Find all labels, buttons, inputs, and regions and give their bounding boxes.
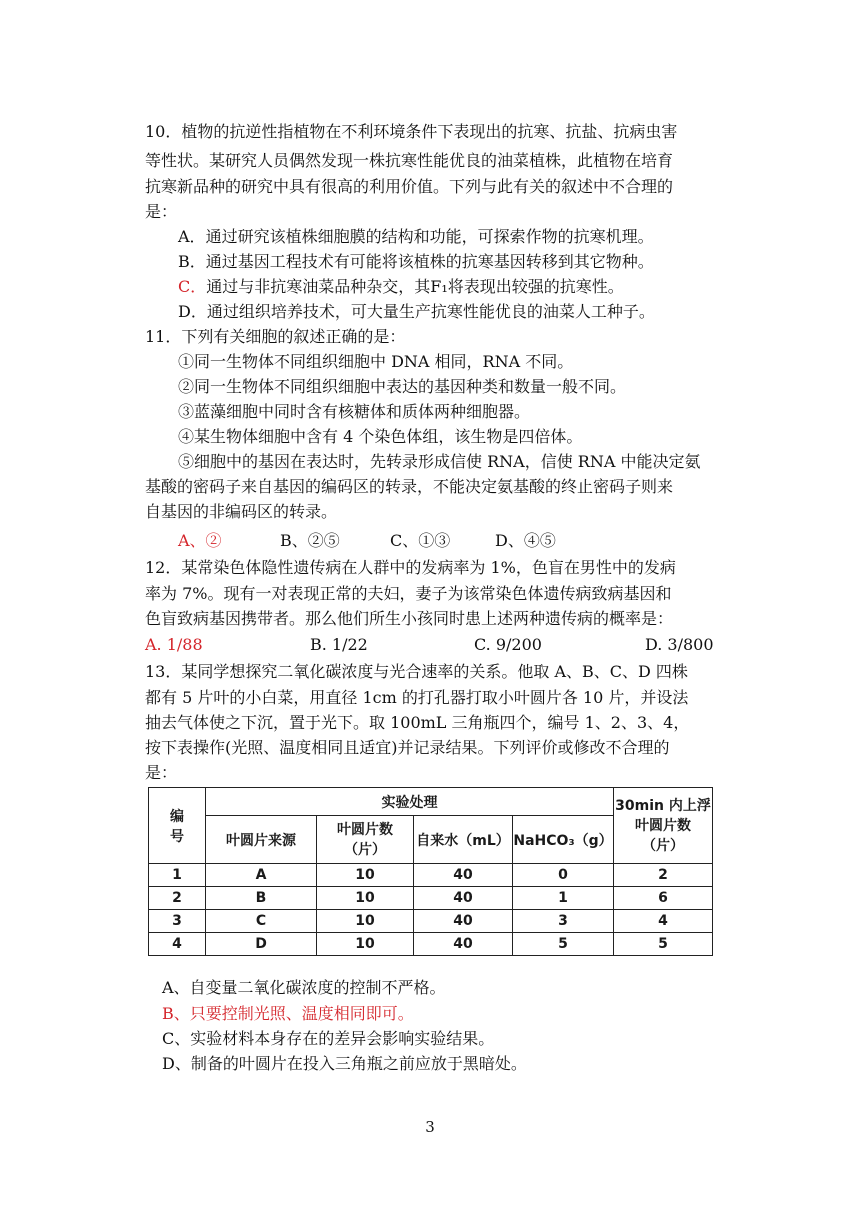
- q10-option-b: [178, 249, 654, 274]
- table-cell: 10: [317, 933, 414, 956]
- q11-choice-d: D、④⑤: [495, 531, 556, 550]
- q13-option-a: A、自变量二氧化碳浓度的控制不严格。: [162, 978, 446, 997]
- q11-stem: 11．下列有关细胞的叙述正确的是：: [145, 327, 406, 346]
- table-cell: 0: [513, 864, 614, 887]
- q11-choice-c: C、①③: [390, 531, 451, 550]
- header-number-line: 号: [170, 828, 184, 845]
- table-cell: 4: [614, 910, 713, 933]
- q10-option-d: [178, 299, 655, 324]
- q13-stem-line: 13．某同学想探究二氧化碳浓度与光合速率的关系。他取 A、B、C、D 四株: [145, 662, 688, 681]
- experiment-table: [148, 787, 713, 956]
- option-text: 通过与非抗寒油菜品种杂交，其F₁将表现出较强的抗寒性。: [206, 277, 624, 296]
- q11-item: ③蓝藻细胞中同时含有核糖体和质体两种细胞器。: [178, 402, 531, 421]
- header-result-line: 叶圆片数: [635, 817, 691, 834]
- header-nahco3: NaHCO₃（g）: [513, 816, 614, 864]
- q11-item: ②同一生物体不同组织细胞中表达的基因种类和数量一般不同。: [178, 377, 627, 396]
- table-cell: 40: [414, 910, 513, 933]
- table-cell: 40: [414, 887, 513, 910]
- option-letter: D．: [178, 302, 207, 321]
- q10-option-c: [178, 274, 624, 299]
- table-cell: 10: [317, 910, 414, 933]
- header-count-line: 叶圆片数: [337, 821, 393, 838]
- table-row: [149, 887, 713, 910]
- q13-option-c: C、实验材料本身存在的差异会影响实验结果。: [162, 1029, 495, 1048]
- q10-stem-line: 是：: [145, 202, 178, 221]
- q12-stem-line: 12．某常染色体隐性遗传病在人群中的发病率为 1%，色盲在男性中的发病: [145, 558, 676, 577]
- table-cell: D: [206, 933, 317, 956]
- table-cell: 5: [513, 933, 614, 956]
- table-row: [149, 910, 713, 933]
- table-cell: 1: [513, 887, 614, 910]
- header-result: [614, 788, 713, 864]
- q13-stem-line: 按下表操作(光照、温度相同且适宜)并记录结果。下列评价或修改不合理的: [145, 738, 670, 757]
- table-row: [149, 933, 713, 956]
- q11-item: ①同一生物体不同组织细胞中 DNA 相同，RNA 不同。: [178, 352, 574, 371]
- table-cell: 5: [614, 933, 713, 956]
- header-number-line: 编: [170, 808, 184, 825]
- q13-stem-line: 都有 5 片叶的小白菜，用直径 1cm 的打孔器打取小叶圆片各 10 片，并设法: [145, 688, 689, 707]
- q10-stem-line: 10．植物的抗逆性指植物在不利环境条件下表现出的抗寒、抗盐、抗病虫害: [145, 122, 678, 141]
- option-letter-answer: C．: [178, 277, 207, 296]
- table-cell: 6: [614, 887, 713, 910]
- table-cell: B: [206, 887, 317, 910]
- q13-stem-line: 抽去气体使之下沉，置于光下。取 100mL 三角瓶四个，编号 1、2、3、4，: [145, 713, 690, 732]
- header-count: [317, 816, 414, 864]
- q12-stem-line: 色盲致病基因携带者。那么他们所生小孩同时患上述两种遗传病的概率是：: [145, 609, 674, 628]
- table-cell: C: [206, 910, 317, 933]
- table-cell: 2: [149, 887, 206, 910]
- q11-item: ④某生物体细胞中含有 4 个染色体组，该生物是四倍体。: [178, 427, 583, 446]
- table-cell: 1: [149, 864, 206, 887]
- table-cell: 40: [414, 933, 513, 956]
- q12-stem-line: 率为 7%。现有一对表现正常的夫妇，妻子为该常染色体遗传病致病基因和: [145, 584, 672, 603]
- header-treatment: 实验处理: [206, 788, 614, 816]
- q10-stem-line: 等性状。某研究人员偶然发现一株抗寒性能优良的油菜植株，此植物在培育: [145, 151, 674, 170]
- option-letter: A．: [178, 227, 206, 246]
- page-number: 3: [425, 1118, 435, 1136]
- option-text: 通过基因工程技术有可能将该植株的抗寒基因转移到其它物种。: [205, 252, 654, 271]
- q12-choice-a-answer: A. 1/88: [145, 635, 203, 654]
- option-text: 通过研究该植株细胞膜的结构和功能，可探索作物的抗寒机理。: [205, 227, 654, 246]
- table-cell: 10: [317, 864, 414, 887]
- table-cell: 40: [414, 864, 513, 887]
- q11-choice-b: B、②⑤: [280, 531, 340, 550]
- q10-option-a: [178, 224, 654, 249]
- q13-stem-line: 是：: [145, 763, 178, 782]
- q12-choice-c: C. 9/200: [474, 635, 542, 654]
- header-result-line: （片）: [642, 837, 684, 854]
- header-result-line: 30min 内上浮: [615, 797, 711, 814]
- option-letter: B．: [178, 252, 206, 271]
- table-cell: A: [206, 864, 317, 887]
- q12-choice-b: B. 1/22: [310, 635, 368, 654]
- q12-choice-d: D. 3/800: [645, 635, 714, 654]
- header-source: 叶圆片来源: [206, 816, 317, 864]
- header-count-line: （片）: [344, 841, 386, 858]
- table-cell: 3: [513, 910, 614, 933]
- table-cell: 4: [149, 933, 206, 956]
- header-number: [149, 788, 206, 864]
- header-water: 自来水（mL）: [414, 816, 513, 864]
- table-cell: 2: [614, 864, 713, 887]
- q11-item: ⑤细胞中的基因在表达时，先转录形成信使 RNA，信使 RNA 中能决定氨: [178, 452, 701, 471]
- q13-option-d: D、制备的叶圆片在投入三角瓶之前应放于黑暗处。: [162, 1054, 527, 1073]
- table-cell: 3: [149, 910, 206, 933]
- q10-stem-line: 抗寒新品种的研究中具有很高的利用价值。下列与此有关的叙述中不合理的: [145, 177, 674, 196]
- q11-item: 自基因的非编码区的转录。: [145, 502, 338, 521]
- q11-choice-a-answer: A、②: [178, 531, 222, 550]
- option-text: 通过组织培养技术，可大量生产抗寒性能优良的油菜人工种子。: [206, 302, 655, 321]
- q11-item: 基酸的密码子来自基因的编码区的转录，不能决定氨基酸的终止密码子则来: [145, 477, 674, 496]
- table-cell: 10: [317, 887, 414, 910]
- q13-option-b-answer: B、只要控制光照、温度相同即可。: [162, 1004, 414, 1023]
- table-row: [149, 864, 713, 887]
